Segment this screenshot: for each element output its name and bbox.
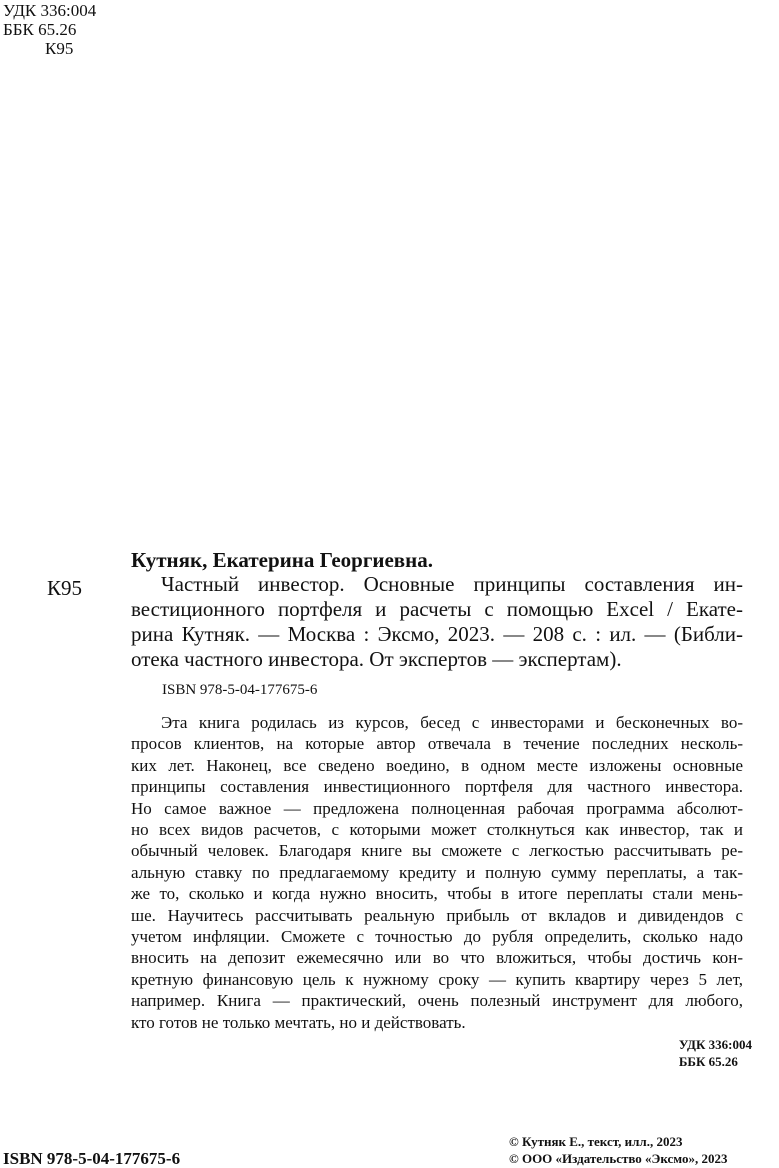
annotation-line: просов клиентов, на которые автор отвечала в течение последних несколь- — [131, 734, 743, 754]
bbk-code-right: ББК 65.26 — [678, 1054, 738, 1069]
annotation-line: альную ставку по предлагаемому кредиту и полную сумму переплаты, а так- — [131, 862, 743, 882]
annotation-line: Но самое важное — предложена полноценная рабочая программа абсолют- — [131, 798, 743, 818]
isbn-bottom: ISBN 978-5-04-177675-6 — [3, 1149, 181, 1168]
isbn-record: ISBN 978-5-04-177675-6 — [162, 682, 318, 698]
udk-code-right: УДК 336:004 — [678, 1037, 752, 1052]
annotation-line: обычный человек. Благодаря книге вы сможете с легкостью рассчитывать ре- — [131, 841, 743, 861]
annotation-line: например. Книга — практический, очень полезный инструмент для любого, — [131, 991, 743, 1011]
title-line: отека частного инвестора. От экспертов — экспертам). — [131, 647, 622, 671]
top-classification-codes — [3, 1, 96, 58]
annotation-line: принципы составления инвестиционного портфеля для частного инвестора. — [131, 777, 743, 797]
title-line: Частный инвестор. Основные принципы составления ин- — [161, 572, 743, 596]
author-heading: Кутняк, Екатерина Георгиевна. — [131, 548, 433, 572]
bibliographic-description — [131, 572, 743, 672]
copyright-block — [509, 1133, 728, 1167]
title-line: вестиционного портфеля и расчеты с помощью Excel / Екате- — [131, 597, 743, 621]
annotation-paragraph — [131, 712, 743, 1033]
copyright-author: © Кутняк Е., текст, илл., 2023 — [509, 1134, 683, 1149]
author-mark: К95 — [45, 39, 74, 58]
bbk-code: ББК 65.26 — [3, 20, 77, 39]
copyright-publisher: © ООО «Издательство «Эксмо», 2023 — [509, 1151, 728, 1166]
annotation-line: кретную финансовую цель к нужному сроку — купить квартиру через 5 лет, — [131, 969, 743, 989]
annotation-line: вносить на депозит ежемесячно или во что вложиться, чтобы достичь кон- — [131, 948, 743, 968]
title-line: рина Кутняк. — Москва : Эксмо, 2023. — 208 с. : ил. — (Библи- — [131, 622, 743, 646]
udk-code: УДК 336:004 — [3, 1, 97, 20]
right-classification-codes — [679, 1036, 752, 1070]
annotation-line: же то, сколько и когда нужно вносить, чтобы в итоге переплаты стали мень- — [131, 884, 743, 904]
annotation-line: ше. Научитесь рассчитывать реальную прибыль от вкладов и дивидендов с — [131, 905, 743, 925]
annotation-line: кто готов не только мечтать, но и действовать. — [131, 1012, 466, 1032]
annotation-line: но всех видов расчетов, с которыми может столкнуться как инвестор, так и — [131, 820, 743, 840]
annotation-line: учетом инфляции. Сможете с точностью до рубля определить, сколько надо — [131, 927, 743, 947]
annotation-line: Эта книга родилась из курсов, бесед с инвесторами и бесконечных во- — [161, 713, 743, 732]
side-author-mark: К95 — [47, 576, 83, 600]
annotation-line: ких лет. Наконец, все сведено воедино, в одном месте изложены основные — [131, 755, 743, 775]
